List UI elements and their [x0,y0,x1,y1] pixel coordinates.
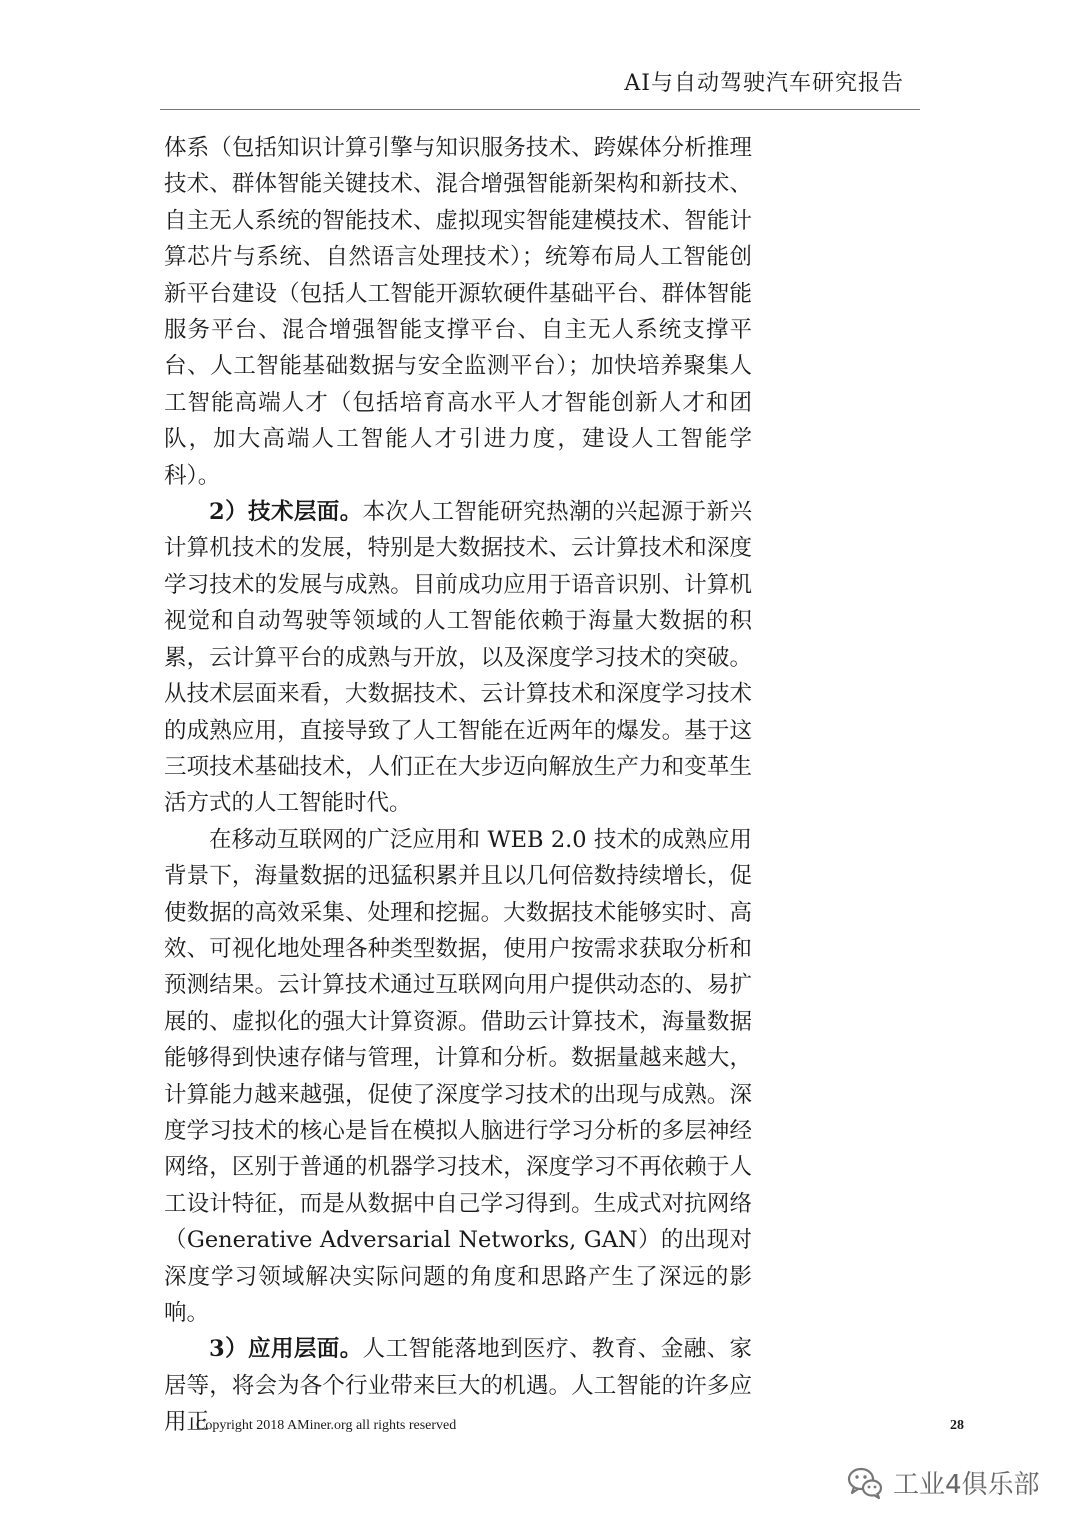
header-rule [160,109,920,110]
watermark-text: 工业4俱乐部 [893,1469,1040,1500]
paragraph-text: 本次人工智能研究热潮的兴起源于新兴计算机技术的发展，特别是大数据技术、云计算技术和深度学习技术的发展与成熟。目前成功应用于语音识别、计算机视觉和自动驾驶等领域的人工智能依赖于海量大数据的积累，云计算平台的成熟与开放，以及深度学习技术的突破。从技术层面来看，大数据技术、云计算技术和深度学习技术的成熟应用，直接导致了人工智能在近两年的爆发。基于这三项技术基础技术，人们正在大步迈向解放生产力和变革生活方式的人工智能时代。 [164,499,752,817]
watermark [845,1462,1040,1502]
paragraph-text: 在移动互联网的广泛应用和 WEB 2.0 技术的成熟应用背景下，海量数据的迅猛积累并且以几何倍数持续增长，促使数据的高效采集、处理和挖掘。大数据技术能够实时、高效、可视化地处理各种类型数据，使用户按需求获取分析和预测结果。云计算技术通过互联网向用户提供动态的、易扩展的、虚拟化的强大计算资源。借助云计算技术，海量数据能够得到快速存储与管理，计算和分析。数据量越来越大，计算能力越来越强，促使了深度学习技术的出现与成熟。深度学习技术的核心是旨在模拟人脑进行学习分析的多层神经网络，区别于普通的机器学习技术，深度学习不再依赖于人工设计特征，而是从数据中自己学习得到。生成式对抗网络（Generative Adversarial Networks, GAN）的出现对深度学习领域解决实际问题的角度和思路产生了深远的影响。 [164,826,752,1326]
paragraph-text: 体系（包括知识计算引擎与知识服务技术、跨媒体分析推理技术、群体智能关键技术、混合增强智能新架构和新技术、自主无人系统的智能技术、虚拟现实智能建模技术、智能计算芯片与系统、自然语言处理技术）；统筹布局人工智能创新平台建设（包括人工智能开源软硬件基础平台、群体智能服务平台、混合增强智能支撑平台、自主无人系统支撑平台、人工智能基础数据与安全监测平台）；加快培养聚集人工智能高端人才（包括培育高水平人才智能创新人才和团队，加大高端人工智能人才引进力度，建设人工智能学科）。 [164,135,752,489]
page-number: 28 [950,1418,964,1433]
paragraph-continuation [164,130,752,494]
wechat-icon [845,1462,885,1502]
paragraph-lead-heading: 3）应用层面。 [209,1336,363,1363]
body-text [164,130,752,1441]
paragraph-big-data [164,822,752,1332]
footer-copyright: Copyright 2018 AMiner.org all rights reserved [196,1418,457,1433]
paragraph-text: 人工智能落地到医疗、教育、金融、家居等，将会为各个行业带来巨大的机遇。人工智能的许多应用正 [164,1336,752,1436]
paragraph-lead-heading: 2）技术层面。 [209,499,363,526]
running-header: AI与自动驾驶汽车研究报告 [624,71,904,96]
paragraph-technology-level [164,494,752,822]
